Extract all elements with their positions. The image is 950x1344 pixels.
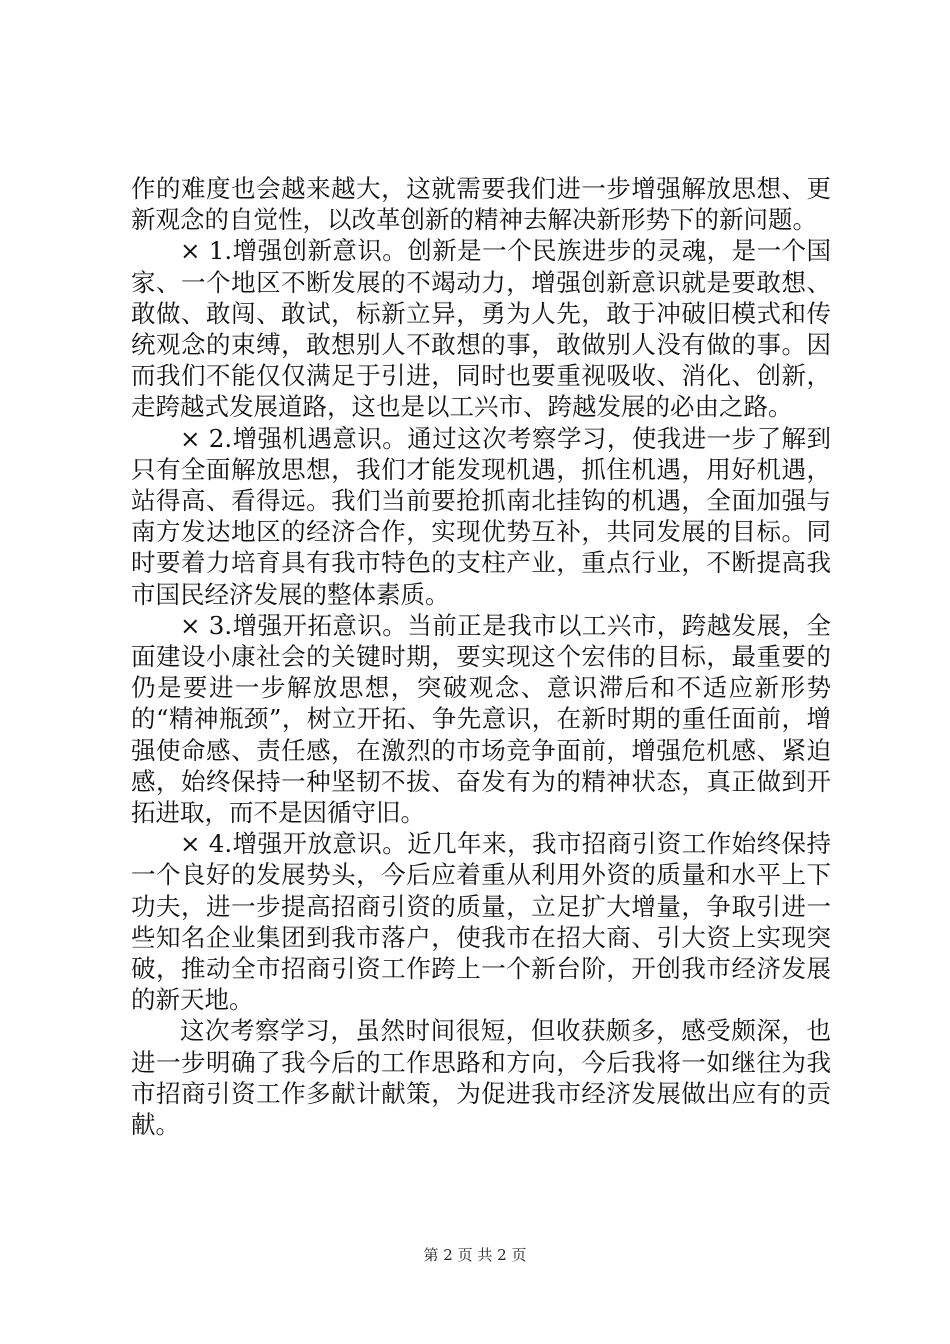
paragraph-pioneering: × 3.增强开拓意识。当前正是我市以工兴市，跨越发展，全面建设小康社会的关键时期，要实现这个宏伟的目标，最重要的仍是要进一步解放思想，突破观念、意识滞后和不适应新形势的“精神瓶颈”，树立开拓、争先意识，在新时期的重任面前，增强使命感、责任感，在激烈的市场竞争面前，增强危机感、紧迫感，始终保持一种坚韧不拔、奋发有为的精神状态，真正做到开拓进取，而不是因循守旧。	[131, 610, 831, 828]
paragraph-openness: × 4.增强开放意识。近几年来，我市招商引资工作始终保持一个良好的发展势头，今后应着重从利用外资的质量和水平上下功夫，进一步提高招商引资的质量，立足扩大增量，争取引进一些知名企业集团到我市落户，使我市在招大商、引大资上实现突破，推动全市招商引资工作跨上一个新台阶，开创我市经济发展的新天地。	[131, 829, 831, 1015]
page-number-footer: 第 2 页 共 2 页	[423, 1246, 527, 1264]
paragraph-conclusion: 这次考察学习，虽然时间很短，但收获颇多，感受颇深，也进一步明确了我今后的工作思路和方向，今后我将一如继往为我市招商引资工作多献计献策，为促进我市经济发展做出应有的贡献。	[131, 1016, 831, 1140]
document-body	[131, 173, 831, 1140]
paragraph-continuation: 作的难度也会越来越大，这就需要我们进一步增强解放思想、更新观念的自觉性，以改革创新的精神去解决新形势下的新问题。	[131, 174, 831, 235]
paragraph-innovation: × 1.增强创新意识。创新是一个民族进步的灵魂，是一个国家、一个地区不断发展的不竭动力，增强创新意识就是要敢想、敢做、敢闯、敢试，标新立异，勇为人先，敢于冲破旧模式和传统观念的束缚，敢想别人不敢想的事，敢做别人没有做的事。因而我们不能仅仅满足于引进，同时也要重视吸收、消化、创新，走跨越式发展道路，这也是以工兴市、跨越发展的必由之路。	[131, 236, 831, 422]
paragraph-opportunity: × 2.增强机遇意识。通过这次考察学习，使我进一步了解到只有全面解放思想，我们才能发现机遇，抓住机遇，用好机遇，站得高、看得远。我们当前要抢抓南北挂钩的机遇，全面加强与南方发达地区的经济合作，实现优势互补，共同发展的目标。同时要着力培育具有我市特色的支柱产业，重点行业，不断提高我市国民经济发展的整体素质。	[131, 423, 831, 609]
